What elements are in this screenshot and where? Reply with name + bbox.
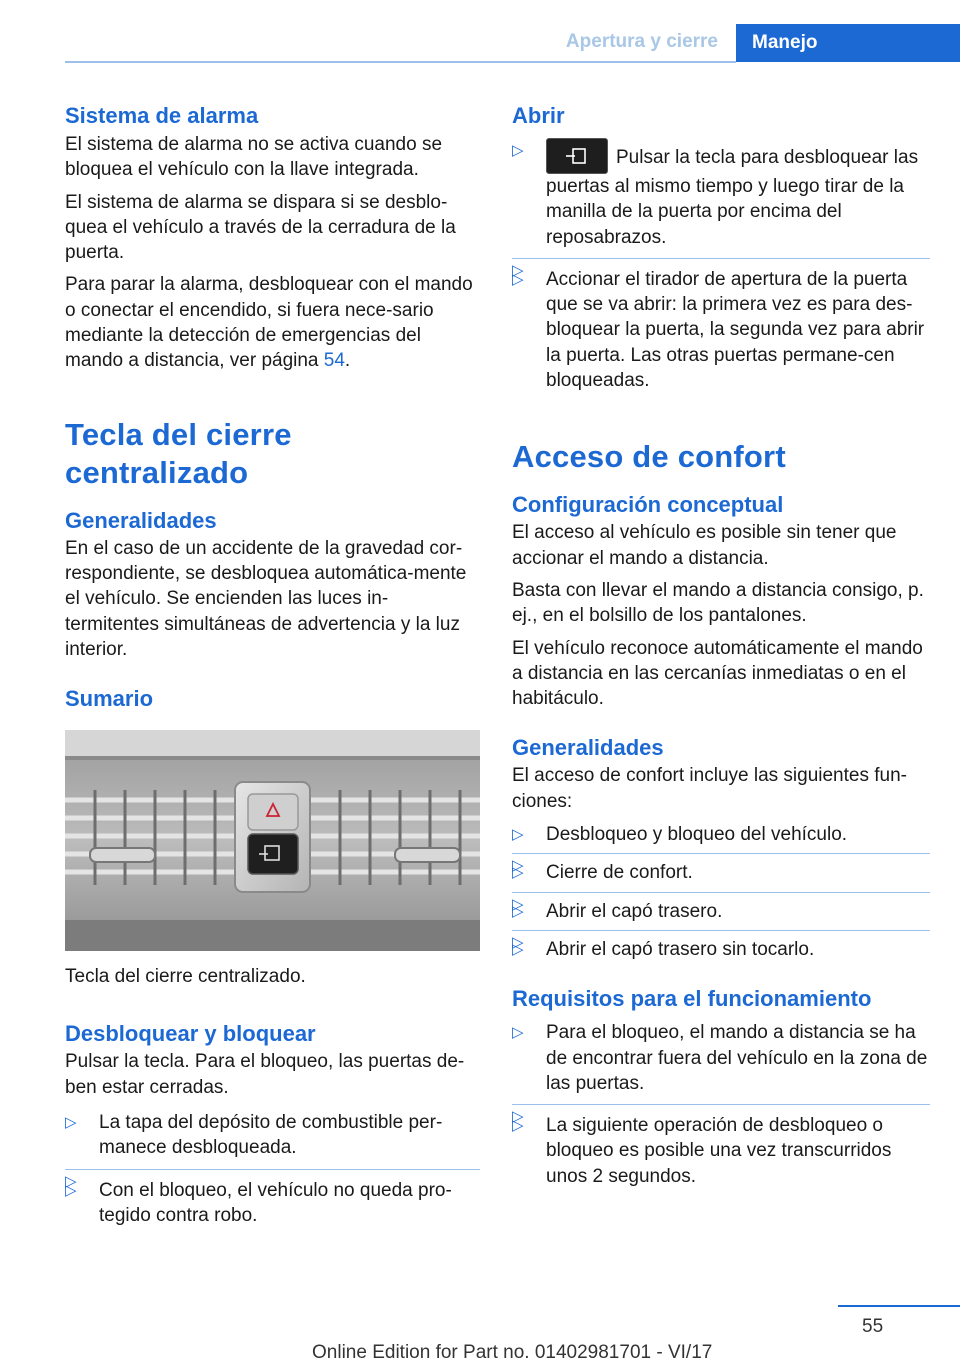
list-item: ▷ Con el bloqueo, el vehículo no queda pro‐tegido contra robo. [65, 1178, 480, 1229]
summary-heading: Sumario [65, 686, 154, 712]
unlock-key-icon [546, 138, 608, 174]
comfort-general-heading: Generalidades [512, 735, 664, 761]
page-header [0, 24, 960, 62]
lock-text: Pulsar la tecla. Para el bloqueo, las puertas de‐ben estar cerradas. [65, 1051, 465, 1098]
concept-paragraph-2: Basta con llevar el mando a distancia consigo, p. ej., en el bolsillo de los pantalones. [512, 579, 924, 627]
open-heading: Abrir [512, 103, 565, 128]
left-column [65, 100, 480, 1228]
edition-note: Online Edition for Part no. 01402981701 - VI/17 [312, 1342, 713, 1363]
alarm-paragraph-2: El sistema de alarma se dispara si se desblo‐quea el vehículo a través de la cerradura de la puerta. [65, 191, 456, 264]
header-rule [65, 61, 736, 63]
central-lock-general-text: En el caso de un accidente de la gravedad cor‐respondiente, se desbloquea automática‐mente el vehículo. Se encienden las luces in‐termitentes simultáneas de advertencia y la luz interior. [65, 537, 467, 660]
section-title: Apertura y cierre [565, 31, 718, 52]
list-divider [512, 892, 930, 893]
list-item: ▷ Abrir el capó trasero. [512, 899, 930, 930]
list-divider [512, 1104, 930, 1105]
concept-paragraph-3: El vehículo reconoce automáticamente el mando a distancia en las cercanías inmediatas o en el habitáculo. [512, 637, 923, 710]
requirements-list [512, 1020, 930, 1189]
list-item: ▷ Pulsar la tecla para desbloquear las puertas al mismo tiempo y luego tirar de la manilla de la puerta por encima del reposabrazos. [512, 138, 930, 258]
list-divider [65, 1169, 480, 1170]
central-lock-general-heading: Generalidades [65, 507, 217, 533]
alarm-paragraph-3: Para parar la alarma, desbloquear con el mando o conectar el encendido, si fuera nece‐sario mediante la detección de emergencias del mando a distancia, ver página 54. [65, 274, 473, 372]
footer-rule [838, 1305, 960, 1307]
chapter-tab[interactable]: Manejo [736, 24, 960, 62]
concept-heading: Configuración conceptual [512, 492, 784, 518]
list-item: ▷ La siguiente operación de desbloqueo o bloqueo es posible una vez transcurridos unos 2 segundos. [512, 1113, 930, 1189]
lock-heading: Desbloquear y bloquear [65, 1021, 316, 1047]
comfort-access-title: Acceso de confort [512, 439, 786, 475]
list-item: ▷ Para el bloqueo, el mando a distancia se ha de encontrar fuera del vehículo en la zona de las puertas. [512, 1020, 930, 1104]
alarm-paragraph-1: El sistema de alarma no se activa cuando se bloquea el vehículo con la llave integrada. [65, 134, 443, 181]
lock-list [65, 1110, 480, 1228]
dashboard-vent-image [65, 730, 480, 951]
central-lock-title: Tecla del cierre centralizado [65, 416, 292, 490]
list-item: ▷ Cierre de confort. [512, 860, 930, 891]
right-column [512, 100, 930, 1189]
list-divider [512, 930, 930, 931]
functions-list [512, 822, 930, 962]
concept-paragraph-1: El acceso al vehículo es posible sin tener que accionar el mando a distancia. [512, 522, 897, 569]
figure-caption: Tecla del cierre centralizado. [65, 966, 306, 988]
open-list [512, 138, 930, 393]
list-divider [512, 853, 930, 854]
list-item: ▷ Desbloqueo y bloqueo del vehículo. [512, 822, 930, 853]
alarm-heading: Sistema de alarma [65, 103, 259, 128]
list-item: ▷ La tapa del depósito de combustible per‐manece desbloqueada. [65, 1110, 480, 1169]
central-lock-button-figure [65, 730, 480, 951]
list-item: ▷ Accionar el tirador de apertura de la puerta que se va abrir: la primera vez es para des‐bloquear la puerta, la segunda vez para abrir la puerta. Las otras puertas permane‐cen bloqueadas. [512, 267, 930, 393]
list-item: ▷ Abrir el capó trasero sin tocarlo. [512, 937, 930, 962]
page-number: 55 [862, 1316, 884, 1337]
comfort-general-text: El acceso de confort incluye las siguientes fun‐ciones: [512, 765, 907, 812]
requirements-heading: Requisitos para el funcionamiento [512, 986, 872, 1012]
list-divider [512, 258, 930, 259]
page-link[interactable]: 54 [323, 350, 345, 372]
